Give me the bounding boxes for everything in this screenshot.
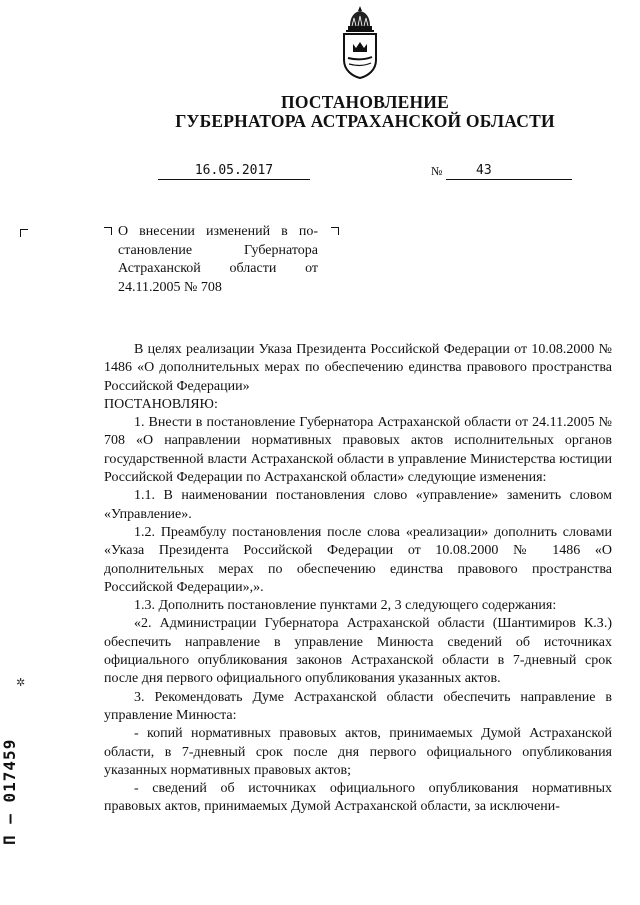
- preamble-paragraph: В целях реализации Указа Президента Российской Федерации от 10.08.2000 № 1486 «О дополнительных мерах по обеспечению единства правового пространства Российской Федерации»: [104, 342, 612, 394]
- subject-line: становление Губернатора: [118, 242, 318, 258]
- margin-star-mark: ✲: [16, 677, 26, 689]
- subject-line: 24.11.2005 № 708: [118, 279, 222, 295]
- document-date: 16.05.2017: [158, 163, 310, 180]
- document-title-line1: ПОСТАНОВЛЕНИЕ: [281, 92, 449, 112]
- paragraph-2: «2. Администрации Губернатора Астраханской области (Шантимиров К.З.) обеспечить направление в управление Минюста сведений об источниках официального опубликования законов Астраханской области в 7-дневный срок после дня первого официального опубликования указанных актов.: [104, 616, 612, 687]
- document-title-line2: ГУБЕРНАТОРА АСТРАХАНСКОЙ ОБЛАСТИ: [175, 111, 555, 131]
- paragraph-1: 1. Внести в постановление Губернатора Астраханской области от 24.11.2005 № 708 «О направлении нормативных правовых актов исполнительных органов государственной власти Астраханской области в управление Министерства юстиции Российской Федерации по Астраханской области» следующие изменения:: [104, 415, 612, 486]
- astrakhan-coat-of-arms-icon: [336, 4, 384, 80]
- paragraph-3-a: - копий нормативных правовых актов, принимаемых Думой Астраханской области, в 7-дневный срок после дня первого официального опубликования указанных нормативных правовых актов;: [104, 726, 612, 778]
- subject-line: Астраханской области от: [118, 261, 318, 276]
- document-body: [104, 341, 612, 817]
- decree-word: ПОСТАНОВЛЯЮ:: [104, 396, 218, 412]
- corner-mark-subject-left: [104, 227, 112, 235]
- paragraph-1-3: 1.3. Дополнить постановление пунктами 2, 3 следующего содержания:: [134, 598, 557, 614]
- paragraph-3: 3. Рекомендовать Думе Астраханской области обеспечить направление в управление Минюста:: [104, 689, 612, 723]
- number-sign: №: [431, 164, 443, 178]
- paragraph-1-2: 1.2. Преамбулу постановления после слова «реализации» дополнить словами «Указа Президента Российской Федерации от 10.08.2000 № 1486 «О дополнительных мерах по обеспечению единства правового пространства Российской Федерации»,».: [104, 524, 612, 595]
- paragraph-1-1: 1.1. В наименовании постановления слово «управление» заменить словом «Управление».: [104, 488, 612, 522]
- document-number: 43: [446, 163, 572, 180]
- margin-serial-number: П – 017459: [0, 738, 19, 845]
- corner-mark-left: [20, 229, 28, 237]
- corner-mark-subject-right: [331, 227, 339, 235]
- subject-line: О внесении изменений в по-: [118, 224, 318, 239]
- document-subject: [118, 223, 318, 297]
- paragraph-3-b: - сведений об источниках официального опубликования нормативных правовых актов, принимаемых Думой Астраханской области, за исключени-: [104, 781, 612, 815]
